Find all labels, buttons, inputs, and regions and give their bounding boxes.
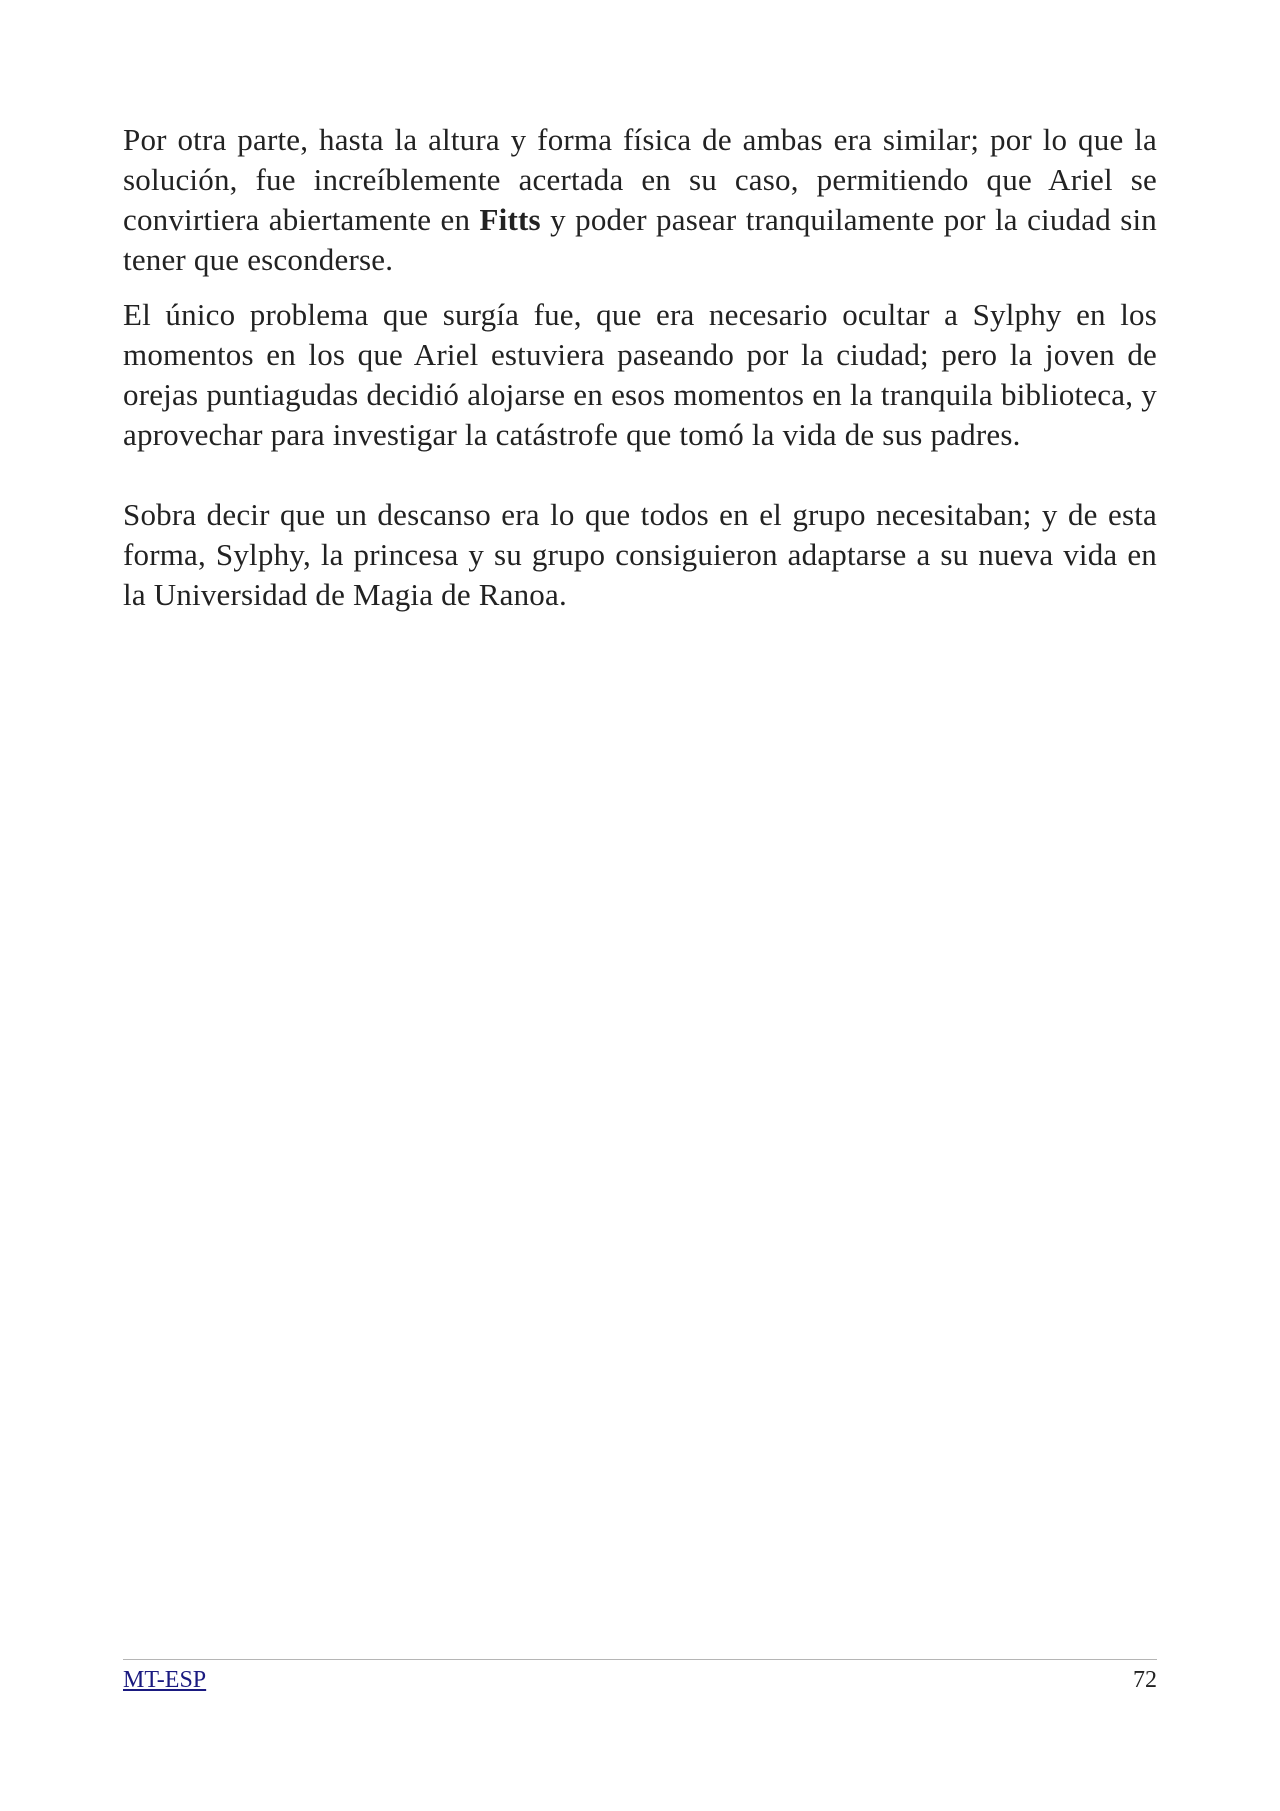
bold-term-fitts: Fitts — [479, 202, 541, 237]
paragraph-3: Sobra decir que un descanso era lo que todos en el grupo necesitaban; y de esta forma, Sylphy, la princesa y su grupo consiguieron adaptarse a su nueva vida en la Universidad de Magia de Ranoa. — [123, 497, 1157, 612]
document-body — [123, 120, 1157, 615]
paragraph-2: El único problema que surgía fue, que era necesario ocultar a Sylphy en los momentos en los que Ariel estuviera paseando por la ciudad; pero la joven de orejas puntiagudas decidió alojarse en esos momentos en la tranquila biblioteca, y aprovechar para investigar la catástrofe que tomó la vida de sus padres. — [123, 297, 1157, 452]
paragraph-1-text-start: Por otra parte, hasta la altura y forma física de ambas era similar; por lo que la solución, fue increíblemente acertada en su caso, permitiendo que Ariel se convirtiera abiertamente en — [123, 122, 1157, 237]
footer-link-mt-esp[interactable]: MT-ESP — [123, 1667, 207, 1693]
paragraph-1-text-end: y poder pasear tranquilamente por la ciudad sin tener que esconderse. — [123, 202, 1157, 277]
paragraph-1 — [123, 120, 1157, 280]
page-number: 72 — [1133, 1667, 1157, 1693]
page-footer — [123, 1659, 1157, 1694]
